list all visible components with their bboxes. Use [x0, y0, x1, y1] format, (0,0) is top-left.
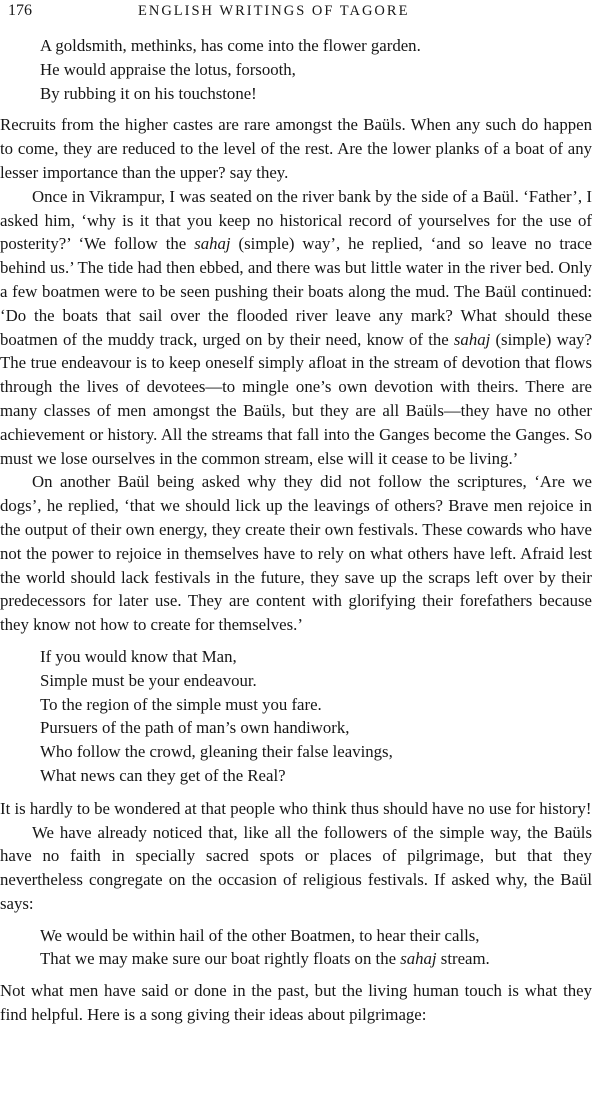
verse-line: Simple must be your endeavour. [40, 670, 257, 690]
italic-term: sahaj [453, 329, 491, 349]
paragraph-history: It is hardly to be wondered at that people who think thus should have no use for history! [0, 798, 592, 818]
verse-line: To the region of the simple must you fare. [40, 694, 322, 714]
paragraph-vikrampur [0, 185, 592, 471]
page-body [0, 32, 592, 1027]
text-run: That we may make sure our boat rightly floats on the [40, 949, 401, 969]
verse-line: By rubbing it on his touchstone! [40, 83, 257, 103]
verse-line: We would be within hail of the other Boatmen, to hear their calls, [40, 925, 480, 945]
page-number: 176 [8, 2, 32, 19]
verse-line: A goldsmith, methinks, has come into the flower garden. [40, 36, 421, 55]
verse-line: Pursuers of the path of man’s own handiwork, [40, 718, 350, 738]
prose-block-2 [0, 797, 592, 916]
italic-term: sahaj [400, 949, 437, 969]
text-run: (simple) way? The true endeavour is to keep oneself simply afloat in the stream of devotion that flows through the lives of devotees—to mingle one’s own devotion with theirs. There are many classes of men amongst the Baüls, but they are all Baüls—they have no other achievement or history. All the streams that fall into the Ganges become the Ganges. So must we lose ourselves in the common stream, else will it cease to be living.’ [0, 329, 592, 468]
text-run: stream. [436, 949, 490, 969]
verse-line: He would appraise the lotus, forsooth, [40, 59, 296, 79]
verse-line: Who follow the crowd, gleaning their false leavings, [40, 742, 393, 762]
prose-block-3 [0, 979, 592, 1027]
verse-line: What news can they get of the Real? [40, 765, 286, 785]
text-run: (simple) way’, he replied, ‘and so leave no trace behind us.’ The tide had then ebbed, and there was but little water in the river bed. Only a few boatmen were to be seen pushing their boats along the mud. The Baül continued: ‘Do the boats that sail over the flooded river leave any mark? What should these boatmen of the muddy track, urged on by their need, know of the [0, 234, 592, 349]
verse-line: If you would know that Man, [40, 646, 237, 666]
verse-goldsmith [0, 34, 592, 105]
paragraph-human-touch: Not what men have said or done in the past, but the living human touch is what they find helpful. Here is a song giving their ideas about pilgrimage: [0, 981, 592, 1025]
verse-boatmen [0, 924, 592, 972]
text-run: Once in Vikrampur, I was seated on the river bank by the side of a Baül. ‘Father’, I asked him, ‘why is it that you keep no historical record of yourselves for the use of posterity?’ ‘We follow the [0, 186, 592, 254]
paragraph-castes: Recruits from the higher castes are rare amongst the Baüls. When any such do happen to come, they are reduced to the level of the rest. Are the lower planks of a boat of any lesser importance than the upper? say they. [0, 115, 592, 182]
page-header [0, 0, 600, 28]
prose-block-1 [0, 113, 592, 637]
paragraph-pilgrimage: We have already noticed that, like all the followers of the simple way, the Baüls have no faith in specially sacred spots or places of pilgrimage, but that they nevertheless congregate on the occasion of religious festivals. If asked why, the Baül says: [0, 822, 592, 913]
italic-term: sahaj [194, 234, 231, 254]
paragraph-scriptures: On another Baül being asked why they did not follow the scriptures, ‘Are we dogs’, he replied, ‘that we should lick up the leavings of others? Brave men rejoice in the output of their own energy, they create their own festivals. These cowards who have not the power to rejoice in themselves have to rely on what others have left. Afraid lest the world should lack festivals in the future, they save up the scraps left over by their predecessors for later use. They are content with glorifying their forefathers because they know not how to create for themselves.’ [0, 472, 592, 635]
verse-that-man [0, 645, 592, 788]
running-title: ENGLISH WRITINGS OF TAGORE [138, 3, 410, 19]
verse-line [40, 947, 592, 971]
